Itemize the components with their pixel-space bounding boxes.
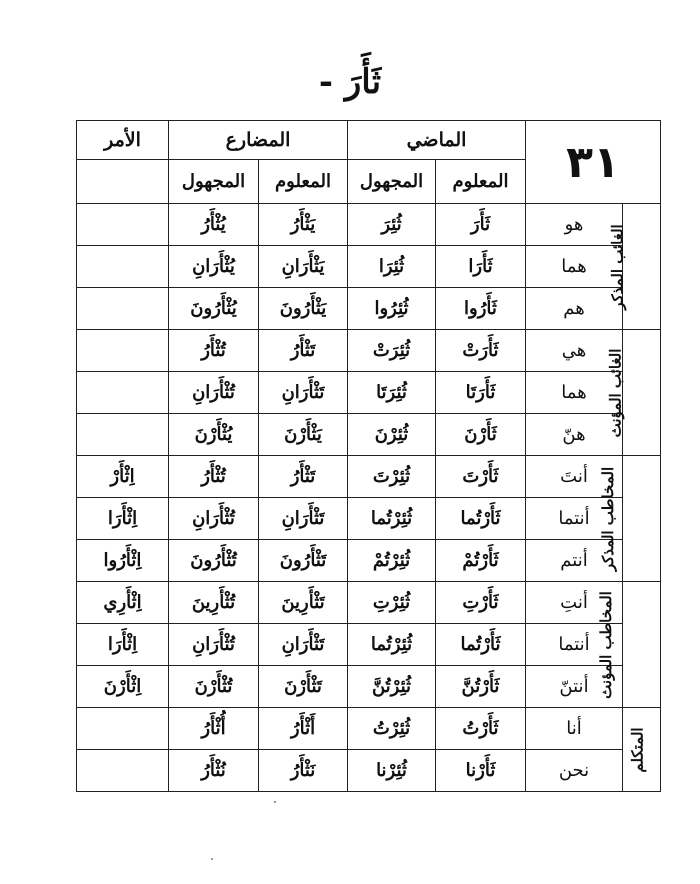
pronoun-cell: أنتِ [526,582,623,624]
past-passive-cell: ثُئِرْتِ [348,582,436,624]
past-active-cell: ثَأَرْتُنَّ [436,666,526,708]
table-row [77,540,661,582]
table-row [77,708,661,750]
group-label [623,708,661,792]
group-label-text: المخاطب المذكر [598,466,617,572]
past-active-cell: ثَأَرْتَ [436,456,526,498]
pronoun-cell: أنا [526,708,623,750]
group-label [608,204,661,330]
present-passive-cell: تُثْأَرُ [169,456,259,498]
present-active-cell: تَثْأَرَانِ [259,498,348,540]
past-passive-cell: ثُئِرْنَ [348,414,436,456]
imperative-cell [77,708,169,750]
group-label-text: الغائب المؤنث [606,348,625,438]
past-passive-cell: ثُئِرُوا [348,288,436,330]
past-active-cell: ثَأَرَ [436,204,526,246]
pronoun-cell: هما [526,372,623,414]
verb-number: ٣١ [526,121,661,204]
present-passive-cell: تُثْأَرِينَ [169,582,259,624]
present-passive-cell: تُثْأَرُونَ [169,540,259,582]
header-imperative: الأمر [77,121,169,160]
pronoun-cell: أنتنّ [526,666,623,708]
imperative-cell: اِثْأَرَا [77,624,169,666]
header-past: الماضي [348,121,526,160]
header-present-passive: المجهول [169,160,259,204]
group-label-text: المتكلم [628,727,647,773]
conjugation-table [76,120,661,792]
past-active-cell: ثَأَرْتُ [436,708,526,750]
present-active-cell: تَثْأَرُ [259,456,348,498]
present-active-cell: تَثْأَرُونَ [259,540,348,582]
present-active-cell: أَثْأَرُ [259,708,348,750]
pronoun-cell: هم [526,288,623,330]
past-passive-cell: ثُئِرْتُمْ [348,540,436,582]
speck [274,801,276,803]
imperative-cell [77,372,169,414]
imperative-cell: اِثْأَرَا [77,498,169,540]
table-row [77,330,661,372]
past-active-cell: ثَأَرْتِ [436,582,526,624]
imperative-cell: اِثْأَرْنَ [77,666,169,708]
imperative-cell [77,246,169,288]
past-active-cell: ثَأَرْنا [436,750,526,792]
present-active-cell: يَثْأَرُونَ [259,288,348,330]
table-row [77,666,661,708]
imperative-cell: اِثْأَرْ [77,456,169,498]
imperative-cell [77,330,169,372]
present-passive-cell: تُثْأَرُ [169,330,259,372]
pronoun-cell: هنّ [526,414,623,456]
past-active-cell: ثَأَرْتُمْ [436,540,526,582]
pronoun-cell: هو [526,204,623,246]
header-present: المضارع [169,121,348,160]
present-passive-cell: نُثْأَرُ [169,750,259,792]
table-row [77,456,661,498]
present-active-cell: تَثْأَرِينَ [259,582,348,624]
imperative-cell [77,414,169,456]
imperative-cell [77,288,169,330]
present-passive-cell: تُثْأَرْنَ [169,666,259,708]
past-passive-cell: ثُئِرَتْ [348,330,436,372]
group-label-text: المخاطب المؤنث [597,591,616,699]
past-active-cell: ثَأَرْنَ [436,414,526,456]
present-active-cell: تَثْأَرَانِ [259,624,348,666]
past-active-cell: ثَأَرَتَا [436,372,526,414]
pronoun-cell: أنتما [526,498,623,540]
table-row [77,246,661,288]
pronoun-cell: أنتما [526,624,623,666]
imperative-cell [77,750,169,792]
imperative-cell: اِثْأَرُوا [77,540,169,582]
past-active-cell: ثَأَرُوا [436,288,526,330]
present-active-cell: تَثْأَرَانِ [259,372,348,414]
table-row [77,288,661,330]
imperative-cell [77,204,169,246]
past-passive-cell: ثُئِرَتَا [348,372,436,414]
group-label [598,456,661,582]
past-active-cell: ثَأَرْتُما [436,498,526,540]
pronoun-cell: نحن [526,750,623,792]
present-passive-cell: يُثْأَرْنَ [169,414,259,456]
table-row [77,582,661,624]
present-passive-cell: تُثْأَرَانِ [169,372,259,414]
present-passive-cell: تُثْأَرَانِ [169,624,259,666]
present-active-cell: نَثْأَرُ [259,750,348,792]
past-active-cell: ثَأَرَا [436,246,526,288]
past-passive-cell: ثُئِرْتَ [348,456,436,498]
past-passive-cell: ثُئِرَ [348,204,436,246]
present-active-cell: تَثْأَرُ [259,330,348,372]
past-active-cell: ثَأَرَتْ [436,330,526,372]
present-active-cell: يَثْأَرَانِ [259,246,348,288]
past-passive-cell: ثُئِرْتُ [348,708,436,750]
present-passive-cell: أُثْأَرُ [169,708,259,750]
table-row [77,204,661,246]
group-label-text: الغائب المذكر [608,224,627,310]
header-imperative-blank [77,160,169,204]
pronoun-cell: أنتَ [526,456,623,498]
group-label [606,330,661,456]
group-label [597,582,661,708]
past-passive-cell: ثُئِرْتُنَّ [348,666,436,708]
speck [211,858,213,860]
header-past-active: المعلوم [436,160,526,204]
past-passive-cell: ثُئِرْتُما [348,624,436,666]
present-active-cell: يَثْأَرْنَ [259,414,348,456]
present-passive-cell: يُثْأَرُ [169,204,259,246]
present-passive-cell: تُثْأَرَانِ [169,498,259,540]
table-row [77,750,661,792]
past-active-cell: ثَأَرْتُما [436,624,526,666]
present-passive-cell: يُثْأَرَانِ [169,246,259,288]
header-present-active: المعلوم [259,160,348,204]
past-passive-cell: ثُئِرْتُما [348,498,436,540]
present-active-cell: يَثْأَرُ [259,204,348,246]
table-row [77,414,661,456]
pronoun-cell: هي [526,330,623,372]
present-passive-cell: يُثْأَرُونَ [169,288,259,330]
imperative-cell: اِثْأَرِي [77,582,169,624]
page-title: ثَأَرَ - [318,62,382,102]
past-passive-cell: ثُئِرْنا [348,750,436,792]
pronoun-cell: هما [526,246,623,288]
header-past-passive: المجهول [348,160,436,204]
pronoun-cell: أنتم [526,540,623,582]
present-active-cell: تَثْأَرْنَ [259,666,348,708]
past-passive-cell: ثُئِرَا [348,246,436,288]
